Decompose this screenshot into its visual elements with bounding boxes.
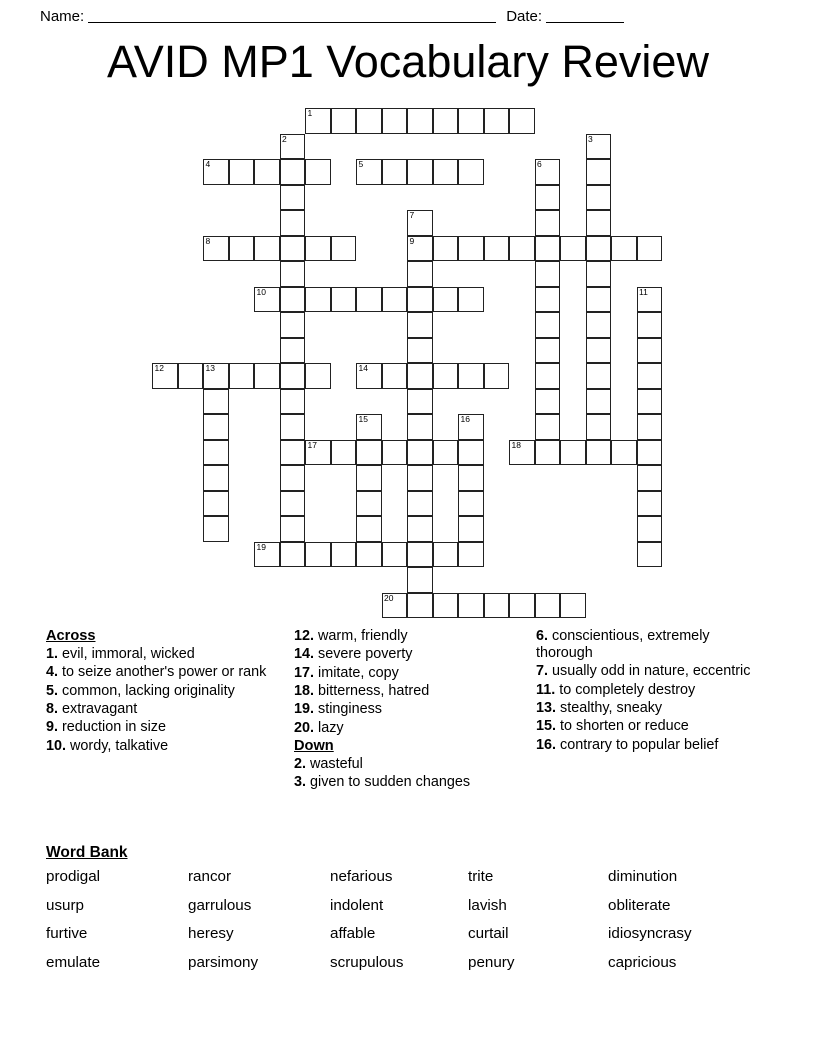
word-bank-heading: Word Bank <box>46 844 128 861</box>
crossword-cell-start-19[interactable] <box>254 542 280 568</box>
word-bank-word-garrulous[interactable]: garrulous <box>188 896 252 914</box>
clue-down-6: 6. conscientious, extremely thorough <box>536 628 710 661</box>
clue-across-12: 12. warm, friendly <box>294 628 408 644</box>
crossword-cell[interactable] <box>611 236 637 262</box>
crossword-cell[interactable] <box>586 312 612 338</box>
crossword-cell[interactable] <box>535 185 561 211</box>
crossword-cell[interactable] <box>280 236 306 262</box>
clue-number: 12. <box>294 628 315 644</box>
crossword-cell[interactable] <box>356 491 382 517</box>
clue-across-1: 1. evil, immoral, wicked <box>46 645 195 662</box>
clue-number: 4. <box>46 664 59 681</box>
crossword-cell[interactable] <box>509 593 535 619</box>
clue-number: 1. <box>46 645 59 662</box>
clue-down-3: 3. given to sudden changes <box>294 774 471 791</box>
crossword-cell[interactable] <box>407 312 433 338</box>
crossword-cell[interactable] <box>560 236 586 262</box>
crossword-cell[interactable] <box>203 465 229 491</box>
clue-number: 19. <box>294 701 315 718</box>
crossword-cell[interactable] <box>229 236 255 262</box>
crossword-cell[interactable] <box>484 236 510 262</box>
clue-number: 18. <box>294 683 315 700</box>
cell-number-16: 16 <box>460 414 470 424</box>
crossword-cell[interactable] <box>484 363 510 389</box>
crossword-cell[interactable] <box>407 593 433 619</box>
clue-down-15: 15. to shorten or reduce <box>536 718 689 735</box>
clue-number: 9. <box>46 719 59 736</box>
crossword-cell-start-14[interactable] <box>356 363 382 389</box>
crossword-cell-start-8[interactable] <box>203 236 229 262</box>
clue-number: 10. <box>46 737 67 754</box>
crossword-cell[interactable] <box>356 287 382 313</box>
crossword-cell[interactable] <box>356 440 382 466</box>
crossword-cell[interactable] <box>356 516 382 542</box>
crossword-cell[interactable] <box>305 159 331 185</box>
crossword-cell-start-9[interactable] <box>407 236 433 262</box>
cell-number-1: 1 <box>307 108 313 118</box>
crossword-cell[interactable] <box>407 440 433 466</box>
crossword-cell[interactable] <box>637 389 663 415</box>
crossword-cell[interactable] <box>407 542 433 568</box>
crossword-cell[interactable] <box>280 261 306 287</box>
crossword-cell-start-1[interactable] <box>305 108 331 134</box>
cell-number-20: 20 <box>384 592 394 603</box>
crossword-cell[interactable] <box>280 159 306 185</box>
crossword-cell[interactable] <box>458 440 484 466</box>
clue-number: 3. <box>294 774 307 791</box>
crossword-cell[interactable] <box>178 363 204 389</box>
clue-across-18: 18. bitterness, hatred <box>294 683 430 700</box>
crossword-cell[interactable] <box>203 516 229 542</box>
clues-column-3 <box>536 628 776 755</box>
crossword-cell[interactable] <box>458 516 484 542</box>
crossword-cell[interactable] <box>535 414 561 440</box>
crossword-cell[interactable] <box>331 440 357 466</box>
word-bank-word-heresy[interactable]: heresy <box>188 925 234 942</box>
crossword-cell[interactable] <box>535 210 561 236</box>
crossword-cell-start-15[interactable] <box>356 414 382 440</box>
clues-column-1 <box>46 628 294 756</box>
clue-across-9: 9. reduction in size <box>46 719 167 736</box>
crossword-cell[interactable] <box>280 210 306 236</box>
clue-across-4: 4. to seize another's power or rank <box>46 664 267 681</box>
crossword-cell[interactable] <box>586 236 612 262</box>
cell-number-3: 3 <box>588 133 593 144</box>
crossword-cell[interactable] <box>203 414 229 440</box>
crossword-cell[interactable] <box>535 338 561 364</box>
clue-number: 6. <box>536 628 549 644</box>
clue-down-13: 13. stealthy, sneaky <box>536 699 663 716</box>
crossword-cell[interactable] <box>535 236 561 262</box>
word-bank-word-trite[interactable]: trite <box>468 868 494 885</box>
word-bank-word-emulate[interactable]: emulate <box>46 953 101 971</box>
clue-across-10: 10. wordy, talkative <box>46 737 169 754</box>
crossword-cell[interactable] <box>637 516 663 542</box>
cell-number-12: 12 <box>154 363 164 373</box>
crossword-cell[interactable] <box>586 185 612 211</box>
crossword-cell[interactable] <box>254 159 280 185</box>
crossword-cell[interactable] <box>280 312 306 338</box>
clue-number: 17. <box>294 664 315 681</box>
crossword-cell[interactable] <box>637 465 663 491</box>
crossword-cell[interactable] <box>433 440 459 466</box>
crossword-cell[interactable] <box>407 465 433 491</box>
crossword-cell[interactable] <box>535 363 561 389</box>
cell-number-11: 11 <box>639 286 648 297</box>
crossword-cell[interactable] <box>637 312 663 338</box>
clue-across-20: 20. lazy <box>294 719 344 736</box>
word-bank-word-diminution[interactable]: diminution <box>608 868 678 885</box>
crossword-cell[interactable] <box>331 236 357 262</box>
cell-number-14: 14 <box>358 363 368 373</box>
crossword-cell[interactable] <box>433 593 459 619</box>
crossword-cell[interactable] <box>586 414 612 440</box>
crossword-cell[interactable] <box>254 363 280 389</box>
crossword-cell[interactable] <box>586 363 612 389</box>
crossword-cell[interactable] <box>484 593 510 619</box>
clue-across-17: 17. imitate, copy <box>294 664 399 681</box>
crossword-cell[interactable] <box>637 440 663 466</box>
crossword-cell[interactable] <box>458 542 484 568</box>
clue-number: 2. <box>294 755 307 772</box>
crossword-cell[interactable] <box>331 287 357 313</box>
crossword-cell[interactable] <box>560 593 586 619</box>
cell-number-10: 10 <box>256 286 266 297</box>
crossword-cell[interactable] <box>382 542 408 568</box>
crossword-cell-start-16[interactable] <box>458 414 484 440</box>
clue-down-11: 11. to completely destroy <box>536 681 696 698</box>
clue-number: 11. <box>536 681 556 698</box>
clues-section <box>46 628 776 793</box>
crossword-cell[interactable] <box>637 363 663 389</box>
crossword-cell[interactable] <box>407 108 433 134</box>
clue-number: 8. <box>46 700 59 717</box>
clue-across-14: 14. severe poverty <box>294 646 413 663</box>
crossword-cell[interactable] <box>305 363 331 389</box>
crossword-cell[interactable] <box>280 185 306 211</box>
cell-number-9: 9 <box>409 235 415 246</box>
crossword-cell-start-12[interactable] <box>152 363 178 389</box>
cell-number-7: 7 <box>409 210 415 220</box>
word-bank-word-idiosyncrasy[interactable]: idiosyncrasy <box>608 925 692 942</box>
crossword-cell[interactable] <box>280 287 306 313</box>
crossword-cell[interactable] <box>305 542 331 568</box>
crossword-cell[interactable] <box>433 363 459 389</box>
cell-number-17: 17 <box>307 439 317 450</box>
crossword-cell[interactable] <box>229 363 255 389</box>
crossword-cell-start-4[interactable] <box>203 159 229 185</box>
crossword-cell[interactable] <box>560 440 586 466</box>
word-bank-word-prodigal[interactable]: prodigal <box>46 868 101 885</box>
crossword-cell[interactable] <box>433 236 459 262</box>
crossword-cell-start-6[interactable] <box>535 159 561 185</box>
crossword-cell[interactable] <box>356 465 382 491</box>
date-write-line[interactable] <box>546 8 624 23</box>
crossword-cell[interactable] <box>433 542 459 568</box>
cell-number-4: 4 <box>205 159 211 169</box>
cell-number-19: 19 <box>256 541 266 552</box>
name-date-header <box>0 0 816 26</box>
crossword-cell-start-7[interactable] <box>407 210 433 236</box>
crossword-cell[interactable] <box>382 363 408 389</box>
word-bank-word-curtail[interactable]: curtail <box>468 925 509 942</box>
crossword-cell[interactable] <box>586 210 612 236</box>
crossword-cell[interactable] <box>382 287 408 313</box>
cell-number-6: 6 <box>537 159 542 169</box>
crossword-cell-start-20[interactable] <box>382 593 408 619</box>
clue-number: 14. <box>294 646 315 663</box>
crossword-cell[interactable] <box>280 389 306 415</box>
cell-number-5: 5 <box>358 159 364 169</box>
clue-number: 20. <box>294 719 315 736</box>
cell-number-15: 15 <box>358 414 368 424</box>
clue-down-16: 16. contrary to popular belief <box>536 736 719 753</box>
crossword-cell[interactable] <box>637 491 663 517</box>
name-label: Name: <box>40 8 85 25</box>
crossword-cell-start-13[interactable] <box>203 363 229 389</box>
crossword-cell[interactable] <box>254 236 280 262</box>
crossword-cell[interactable] <box>458 159 484 185</box>
crossword-cell[interactable] <box>280 363 306 389</box>
clue-across-19: 19. stinginess <box>294 701 383 718</box>
word-bank-word-affable[interactable]: affable <box>330 925 376 942</box>
crossword-cell[interactable] <box>331 542 357 568</box>
crossword-cell[interactable] <box>433 159 459 185</box>
word-bank-section <box>46 844 786 974</box>
crossword-cell[interactable] <box>280 491 306 517</box>
crossword-cell[interactable] <box>433 287 459 313</box>
page-title: AVID MP1 Vocabulary Review <box>107 36 709 87</box>
crossword-cell[interactable] <box>586 261 612 287</box>
word-bank-word-obliterate[interactable]: obliterate <box>608 896 671 914</box>
crossword-cell[interactable] <box>407 491 433 517</box>
crossword-cell[interactable] <box>586 287 612 313</box>
crossword-cell[interactable] <box>280 542 306 568</box>
crossword-cell[interactable] <box>305 287 331 313</box>
date-label: Date: <box>506 8 543 25</box>
clues-column-2 <box>294 628 536 793</box>
crossword-cell-start-17[interactable] <box>305 440 331 466</box>
crossword-cell-start-2[interactable] <box>280 134 306 160</box>
word-bank-word-nefarious[interactable]: nefarious <box>330 868 393 885</box>
word-bank-word-usurp[interactable]: usurp <box>46 896 84 914</box>
crossword-cell[interactable] <box>535 287 561 313</box>
crossword-cell[interactable] <box>637 338 663 364</box>
crossword-cell[interactable] <box>407 389 433 415</box>
crossword-cell[interactable] <box>509 108 535 134</box>
crossword-cell[interactable] <box>229 159 255 185</box>
crossword-cell[interactable] <box>356 542 382 568</box>
crossword-cell[interactable] <box>586 159 612 185</box>
crossword-cell[interactable] <box>535 389 561 415</box>
cell-number-18: 18 <box>511 439 521 450</box>
crossword-cell[interactable] <box>305 236 331 262</box>
word-bank-word-penury[interactable]: penury <box>468 953 515 971</box>
crossword-cell[interactable] <box>407 287 433 313</box>
crossword-cell[interactable] <box>535 440 561 466</box>
crossword-cell[interactable] <box>407 159 433 185</box>
crossword-cell[interactable] <box>382 108 408 134</box>
clue-number: 16. <box>536 736 557 753</box>
word-bank-word-furtive[interactable]: furtive <box>46 925 88 942</box>
word-bank-grid <box>46 866 786 974</box>
crossword-cell-start-18[interactable] <box>509 440 535 466</box>
crossword-cell[interactable] <box>484 108 510 134</box>
crossword-cell[interactable] <box>280 414 306 440</box>
crossword-cell[interactable] <box>407 516 433 542</box>
crossword-cell[interactable] <box>407 567 433 593</box>
crossword-cell[interactable] <box>611 440 637 466</box>
crossword-cell[interactable] <box>458 236 484 262</box>
word-bank-word-scrupulous[interactable]: scrupulous <box>330 953 404 971</box>
clue-number: 7. <box>536 663 549 680</box>
crossword-cell-start-10[interactable] <box>254 287 280 313</box>
clue-number: 15. <box>536 718 557 735</box>
clue-across-8: 8. extravagant <box>46 700 138 717</box>
crossword-cell[interactable] <box>382 440 408 466</box>
crossword-cell-start-3[interactable] <box>586 134 612 160</box>
crossword-cell[interactable] <box>637 236 663 262</box>
down-heading: Down <box>294 738 334 755</box>
clue-across-5: 5. common, lacking originality <box>46 682 235 699</box>
crossword-cell[interactable] <box>535 261 561 287</box>
crossword-cell[interactable] <box>637 542 663 568</box>
crossword-cell[interactable] <box>382 159 408 185</box>
crossword-cell[interactable] <box>331 108 357 134</box>
crossword-cell[interactable] <box>535 312 561 338</box>
name-write-line[interactable] <box>88 8 496 23</box>
crossword-cell[interactable] <box>203 389 229 415</box>
crossword-cell[interactable] <box>637 414 663 440</box>
crossword-cell[interactable] <box>280 440 306 466</box>
crossword-cell[interactable] <box>458 287 484 313</box>
crossword-cell[interactable] <box>458 363 484 389</box>
crossword-cell[interactable] <box>280 465 306 491</box>
crossword-cell[interactable] <box>203 440 229 466</box>
crossword-cell[interactable] <box>407 414 433 440</box>
crossword-cell[interactable] <box>509 236 535 262</box>
crossword-cell[interactable] <box>458 108 484 134</box>
cell-number-2: 2 <box>282 133 287 144</box>
clue-down-7: 7. usually odd in nature, eccentric <box>536 663 751 680</box>
across-heading: Across <box>46 628 96 644</box>
crossword-cell[interactable] <box>458 491 484 517</box>
crossword-cell[interactable] <box>407 363 433 389</box>
crossword-cell[interactable] <box>356 108 382 134</box>
word-bank-word-capricious[interactable]: capricious <box>608 953 677 971</box>
crossword-cell-start-5[interactable] <box>356 159 382 185</box>
crossword-cell[interactable] <box>407 338 433 364</box>
cell-number-13: 13 <box>205 363 215 373</box>
word-bank-word-lavish[interactable]: lavish <box>468 896 507 914</box>
crossword-cell-start-11[interactable] <box>637 287 663 313</box>
crossword-cell[interactable] <box>586 440 612 466</box>
clue-number: 13. <box>536 699 557 716</box>
crossword-cell[interactable] <box>280 338 306 364</box>
crossword-cell[interactable] <box>535 593 561 619</box>
crossword-cell[interactable] <box>433 108 459 134</box>
word-bank-word-parsimony[interactable]: parsimony <box>188 953 259 971</box>
clue-down-2: 2. wasteful <box>294 755 363 772</box>
crossword-cell[interactable] <box>407 261 433 287</box>
crossword-cell[interactable] <box>280 516 306 542</box>
word-bank-word-indolent[interactable]: indolent <box>330 896 384 914</box>
cell-number-8: 8 <box>205 235 211 246</box>
crossword-cell[interactable] <box>458 465 484 491</box>
clue-number: 5. <box>46 682 59 699</box>
crossword-cell[interactable] <box>586 338 612 364</box>
crossword-cell[interactable] <box>586 389 612 415</box>
crossword-cell[interactable] <box>203 491 229 517</box>
word-bank-word-rancor[interactable]: rancor <box>188 868 232 885</box>
crossword-cell[interactable] <box>458 593 484 619</box>
